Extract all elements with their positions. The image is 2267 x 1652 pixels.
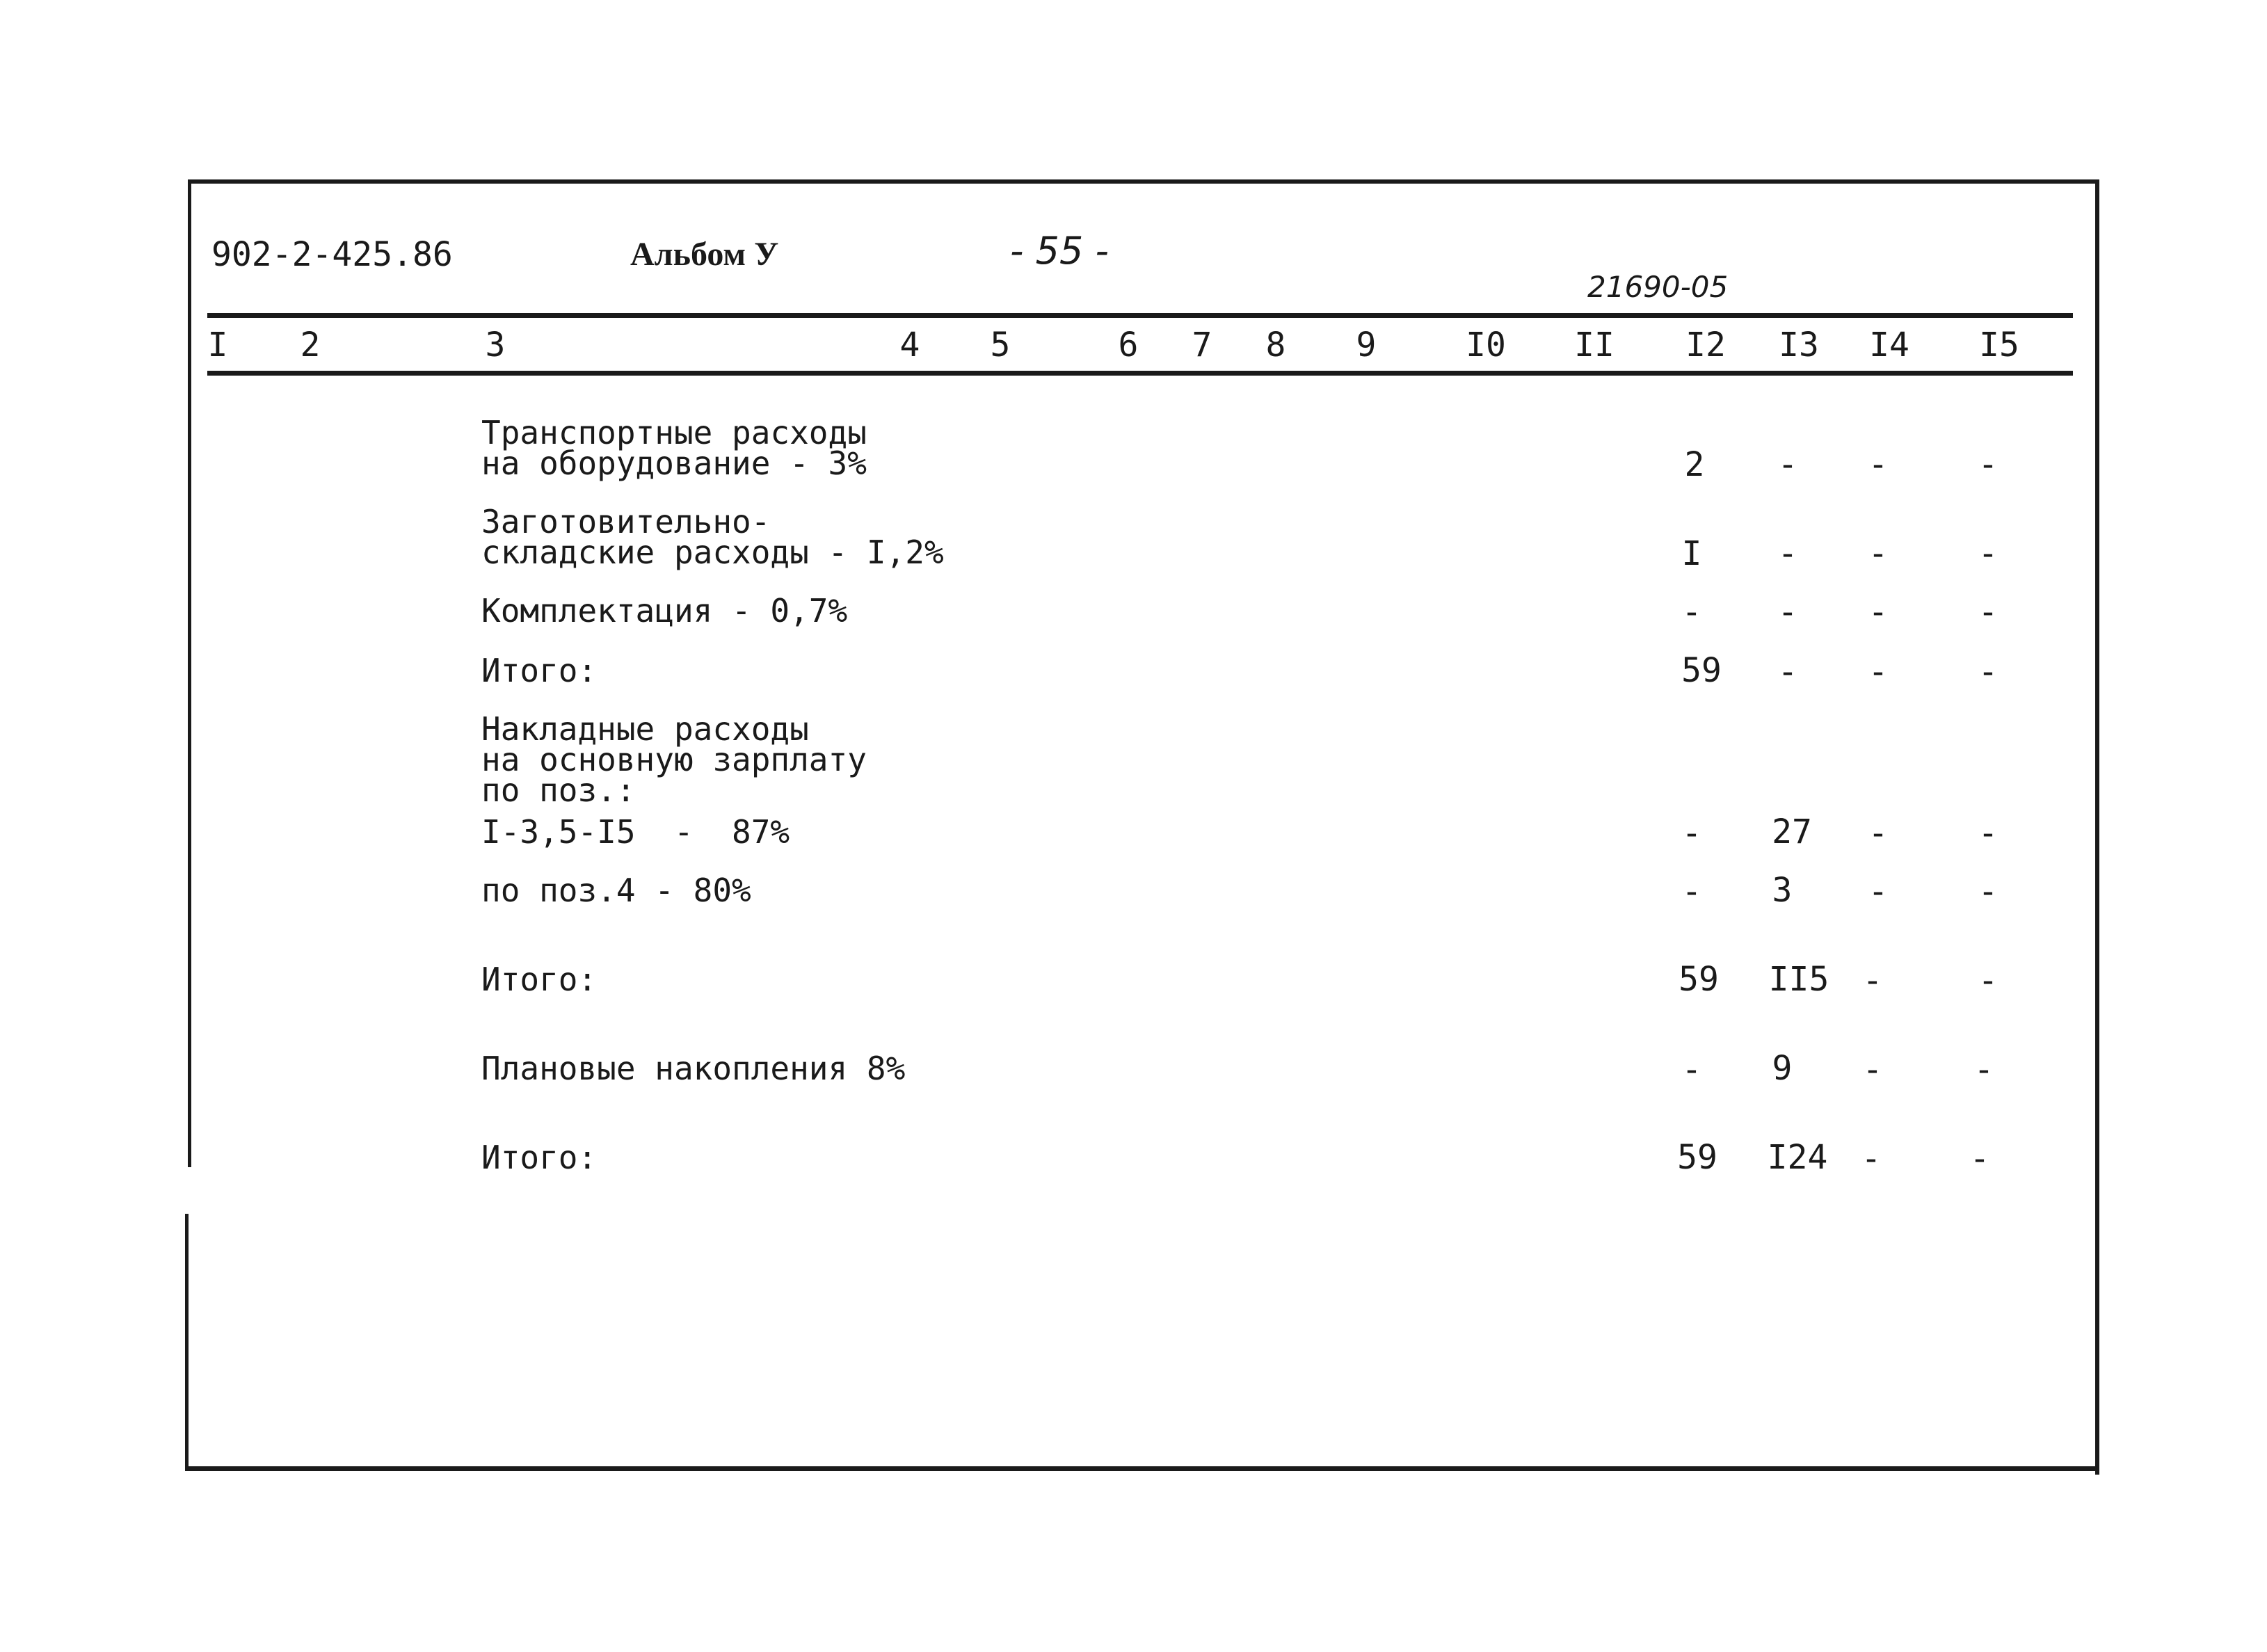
column-header: 4 (899, 326, 920, 364)
cell-c12: - (1681, 593, 1702, 632)
cell-c13: - (1777, 593, 1798, 632)
cell-c13: II5 (1768, 960, 1829, 999)
frame-left (188, 179, 191, 1167)
cell-c12: 2 (1684, 445, 1705, 484)
cell-c13: I24 (1767, 1138, 1828, 1177)
column-header: 5 (990, 326, 1011, 364)
cell-c13: - (1777, 445, 1798, 484)
cell-c14: - (1868, 652, 1889, 691)
column-header: 6 (1118, 326, 1139, 364)
column-header: I0 (1466, 326, 1506, 364)
row-label: Накладные расходы на основную зарплату по поз.: (481, 710, 867, 809)
cell-c15: - (1978, 534, 1998, 573)
column-header: I5 (1979, 326, 2019, 364)
row-label: Транспортные расходы на оборудование - 3% (481, 414, 867, 482)
row-label: Итого: (481, 1139, 598, 1176)
cell-c15: - (1973, 1050, 1994, 1089)
column-header: 3 (485, 326, 506, 364)
row-label: Заготовительно- складские расходы - I,2% (481, 503, 944, 571)
cell-c13: - (1777, 652, 1798, 691)
cell-c13: 3 (1772, 871, 1793, 910)
row-label: I-3,5-I5 - 87% (481, 813, 790, 851)
header-rule-bottom (207, 371, 2073, 376)
cell-c12: 59 (1681, 651, 1722, 690)
cell-c15: - (1978, 872, 1998, 911)
cell-c12: - (1681, 872, 1702, 911)
frame-left-lower (185, 1214, 189, 1471)
column-header: I2 (1685, 326, 1726, 364)
row-label: Итого: (481, 652, 598, 689)
column-header: 8 (1265, 326, 1286, 364)
album-title: Альбом У (630, 236, 779, 273)
column-header: 2 (300, 326, 321, 364)
frame-right (2095, 179, 2099, 1475)
page-number: - 55 - (1010, 229, 1110, 273)
cell-c12: 59 (1679, 960, 1719, 999)
cell-c15: - (1978, 593, 1998, 632)
cell-c13: 9 (1772, 1049, 1793, 1088)
cell-c15: - (1978, 814, 1998, 853)
cell-c13: - (1777, 534, 1798, 573)
cell-c13: 27 (1772, 812, 1812, 851)
cell-c14: - (1868, 814, 1889, 853)
column-header: I (207, 326, 228, 364)
cell-c12: 59 (1677, 1138, 1717, 1177)
header-rule-top (207, 313, 2073, 318)
row-label: Плановые накопления 8% (481, 1050, 906, 1087)
document-number: 902-2-425.86 (211, 235, 453, 274)
sheet-code: 21690-05 (1587, 270, 1729, 304)
column-header: I4 (1869, 326, 1909, 364)
frame-top (188, 179, 2099, 184)
column-header: II (1574, 326, 1615, 364)
column-header: I3 (1779, 326, 1819, 364)
cell-c15: - (1978, 652, 1998, 691)
column-header: 9 (1356, 326, 1377, 364)
cell-c14: - (1868, 445, 1889, 484)
cell-c12: - (1681, 1050, 1702, 1089)
cell-c14: - (1868, 872, 1889, 911)
cell-c14: - (1868, 534, 1889, 573)
row-label: по поз.4 - 80% (481, 872, 751, 909)
cell-c15: - (1978, 445, 1998, 484)
cell-c15: - (1969, 1139, 1990, 1178)
cell-c14: - (1868, 593, 1889, 632)
cell-c14: - (1862, 961, 1883, 1000)
frame-bottom (185, 1466, 2099, 1471)
cell-c12: - (1681, 814, 1702, 853)
cell-c14: - (1861, 1139, 1882, 1178)
cell-c15: - (1978, 961, 1998, 1000)
row-label: Комплектация - 0,7% (481, 592, 848, 629)
row-label: Итого: (481, 961, 598, 998)
column-header: 7 (1192, 326, 1212, 364)
cell-c12: I (1681, 534, 1702, 573)
cell-c14: - (1862, 1050, 1883, 1089)
